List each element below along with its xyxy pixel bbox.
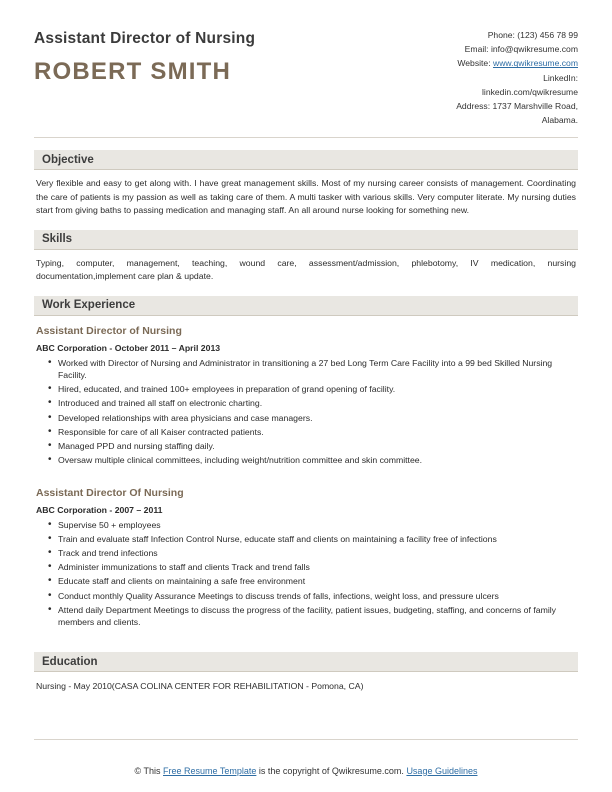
job-bullet: • Responsible for care of all Kaiser contracted patients. <box>50 426 576 439</box>
job-bullet: • Worked with Director of Nursing and Administrator in transitioning a 27 bed Long Term Care Facility into a 99 bed Skilled Nursing Facility. <box>50 357 576 382</box>
section-header-education <box>34 652 578 671</box>
header-divider <box>34 137 578 138</box>
job-company: ABC Corporation <box>36 505 107 515</box>
section-header-work-experience <box>34 296 578 315</box>
footer-template-link[interactable]: Free Resume Template <box>163 765 257 776</box>
section-header-objective <box>34 150 578 169</box>
section-header-skills <box>34 230 578 249</box>
section-title-education: Education <box>42 655 98 668</box>
job-separator: - <box>106 505 115 515</box>
footer-prefix: © This <box>134 765 163 776</box>
contact-phone: Phone: (123) 456 78 99 <box>487 30 578 40</box>
job-bullet: • Train and evaluate staff Infection Control Nurse, educate staff and clients on maintaining a facility free of infections <box>50 533 576 546</box>
footer <box>0 765 612 779</box>
skills-text: Typing, computer, management, teaching, wound care, assessment/admission, phlebotomy, IV medication, nursing documentation,implement care plan & update. <box>36 257 576 282</box>
job-meta <box>36 343 576 353</box>
education-spacer <box>34 630 578 640</box>
job-bullet: • Administer immunizations to staff and clients Track and trend falls <box>50 561 576 574</box>
job-dates: October 2011 – April 2013 <box>114 342 221 353</box>
footer-usage-guidelines-link[interactable]: Usage Guidelines <box>406 765 478 776</box>
footer-middle: is the copyright of Qwikresume.com. <box>256 765 407 776</box>
job-role: Assistant Director of Nursing <box>36 324 182 337</box>
job-bullet: • Supervise 50 + employees <box>50 519 576 532</box>
job-entry <box>34 478 578 629</box>
job-separator: - <box>106 342 115 353</box>
job-bullet: • Managed PPD and nursing staffing daily. <box>50 440 576 453</box>
contact-email-value: info@qwikresume.com <box>490 44 578 55</box>
job-entry <box>34 316 578 467</box>
objective-text: Very flexible and easy to get along with. I have great management skills. Most of my nursing career consists of management. Coordinating the care of patients is my passion as well as taking care of them. A multi tasker with various skills. Very computer literate. My nursing duties start from giving baths to passing medication and managing staff. An all around nurse looking for something new. <box>36 178 576 216</box>
contact-website-label: Website: <box>457 58 493 69</box>
resume-header <box>34 26 578 127</box>
job-bullet: • Introduced and trained all staff on electronic charting. <box>50 397 576 410</box>
contact-linkedin-label: LinkedIn: <box>543 72 578 83</box>
job-bullet: • Educate staff and clients on maintaining a safe free environment <box>50 575 576 588</box>
job-bullets <box>36 357 576 467</box>
contact-linkedin-value: linkedin.com/qwikresume <box>482 86 578 97</box>
job-spacer <box>34 468 578 478</box>
candidate-name: ROBERT SMITH <box>34 58 232 85</box>
section-title-work-experience: Work Experience <box>42 299 136 312</box>
job-dates: 2007 – 2011 <box>114 505 163 515</box>
job-bullets <box>36 519 576 629</box>
header-left <box>34 26 255 86</box>
job-bullet: • Conduct monthly Quality Assurance Meetings to discuss trends of falls, infections, weight loss, and pressure ulcers <box>50 590 576 603</box>
job-bullet: • Attend daily Department Meetings to discuss the progress of the facility, patient issues, budgeting, staffing, and concerns of family members and clients. <box>50 604 576 629</box>
contact-email-label: Email: <box>464 44 491 55</box>
job-bullet: • Developed relationships with area physicians and case managers. <box>50 412 576 425</box>
footer-divider <box>34 739 578 740</box>
page-title: Assistant Director of Nursing <box>34 30 256 47</box>
job-bullet: • Oversaw multiple clinical committees, including weight/nutrition committee and skin committee. <box>50 454 576 467</box>
job-bullet: • Hired, educated, and trained 100+ employees in preparation of grand opening of facility. <box>50 383 576 396</box>
job-company: ABC Corporation <box>36 342 107 353</box>
contact-website-link[interactable]: www.qwikresume.com <box>492 58 578 69</box>
contact-block <box>456 26 578 127</box>
section-title-skills: Skills <box>42 233 73 246</box>
job-role: Assistant Director Of Nursing <box>36 487 184 499</box>
contact-address-line2: Alabama. <box>541 115 578 126</box>
job-bullet: • Track and trend infections <box>50 547 576 560</box>
contact-address-line1: Address: 1737 Marshville Road, <box>456 100 578 111</box>
education-text: Nursing - May 2010(CASA COLINA CENTER FOR REHABILITATION - Pomona, CA) <box>36 681 364 692</box>
section-title-objective: Objective <box>42 153 94 166</box>
contact-email <box>456 42 578 56</box>
job-meta <box>36 505 576 515</box>
contact-website <box>456 56 578 70</box>
